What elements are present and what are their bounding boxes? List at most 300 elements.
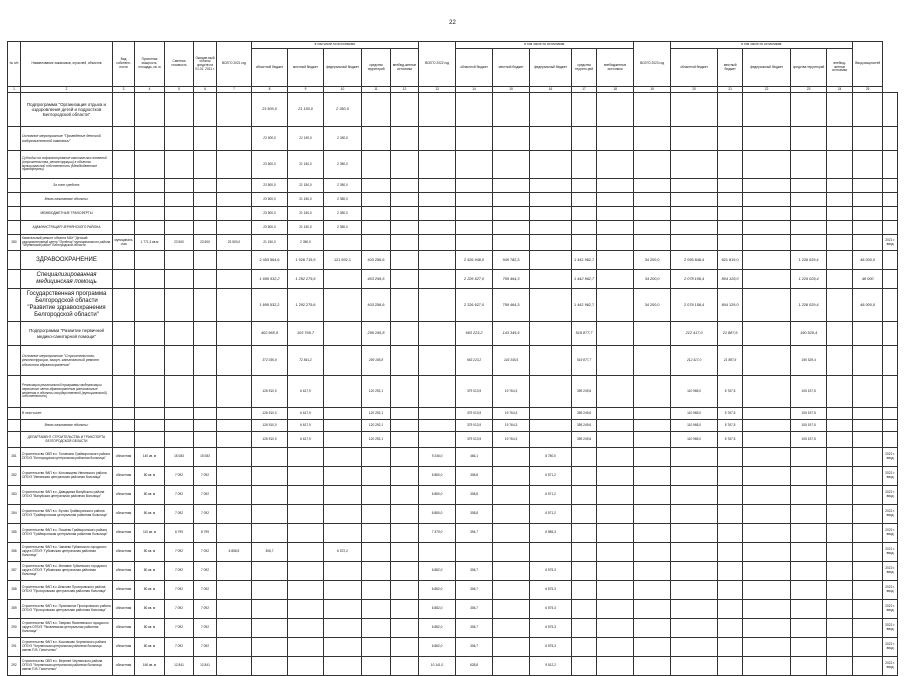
column-number: 4 — [135, 87, 165, 93]
row-cell: 7 092 — [165, 505, 194, 524]
header-source: областной бюджет — [252, 49, 288, 87]
row-cell: 48 000,0 — [853, 289, 883, 322]
table-row — [8, 486, 898, 505]
row-cell: 306,7 — [252, 543, 288, 562]
column-number: 9 — [288, 87, 324, 93]
row-cell: 6 880,0 — [419, 486, 456, 505]
row-cell: 7 092 — [165, 581, 194, 600]
row-cell: 379 013,9 — [456, 376, 493, 408]
row-cell — [324, 581, 362, 600]
row-cell — [194, 346, 217, 376]
row-cell: 663 223,2 — [456, 346, 493, 376]
row-number — [8, 221, 21, 235]
row-cell: 2 350,0 — [324, 221, 362, 235]
row-cell: 21 150,0 — [288, 151, 324, 179]
row-cell — [597, 638, 634, 657]
row-cell — [827, 270, 853, 289]
row-cell — [791, 619, 827, 638]
row-cell — [288, 486, 324, 505]
row-cell — [597, 448, 634, 467]
row-cell — [530, 221, 572, 235]
row-cell: 379 013,9 — [456, 420, 493, 432]
row-cell — [827, 221, 853, 235]
row-cell — [634, 486, 671, 505]
row-cell — [419, 322, 456, 346]
row-cell — [572, 448, 597, 467]
row-cell — [597, 524, 634, 543]
row-cell — [530, 193, 572, 207]
row-cell: 19 764,3 — [493, 408, 530, 420]
row-cell: 19 764,3 — [493, 376, 530, 408]
row-number — [8, 151, 21, 179]
row-cell — [671, 193, 718, 207]
row-cell — [883, 346, 898, 376]
row-cell — [324, 432, 362, 448]
row-cell: 2022 г. ввод — [883, 524, 898, 543]
row-cell — [853, 524, 883, 543]
row-cell: 6 617,9 — [288, 376, 324, 408]
row-cell: 23 500,0 — [252, 193, 288, 207]
row-cell: 23 500,0 — [252, 221, 288, 235]
row-cell: 306,7 — [456, 619, 493, 638]
row-cell — [456, 151, 493, 179]
row-cell — [718, 486, 743, 505]
row-cell — [217, 505, 252, 524]
row-cell: 80 кв. м — [135, 619, 165, 638]
row-cell — [718, 448, 743, 467]
row-number: 283 — [8, 486, 21, 505]
row-cell — [135, 376, 165, 408]
row-cell — [217, 581, 252, 600]
column-number: 24 — [827, 87, 853, 93]
row-cell — [113, 376, 135, 408]
row-cell — [391, 505, 419, 524]
table-row — [8, 505, 898, 524]
row-cell — [194, 127, 217, 151]
row-cell — [743, 235, 791, 251]
header-source: областной бюджет — [671, 49, 718, 87]
row-name: Строительство ФАП в с. Мелавое Губкинского городского округа ОГБУЗ "Губкинская центральная районная больница" — [21, 562, 113, 581]
row-cell: 23 500 — [194, 235, 217, 251]
table-row — [8, 581, 898, 600]
row-name: ДЕПАРТАМЕНТ СТРОИТЕЛЬСТВА И ТРАНСПОРТА БЕЛГОРОДСКОЙ ОБЛАСТИ — [21, 432, 113, 448]
row-cell: 8 780,0 — [530, 448, 572, 467]
row-cell — [362, 581, 391, 600]
row-cell — [791, 235, 827, 251]
table-body — [8, 93, 898, 676]
row-cell: 160 кв. м — [135, 657, 165, 676]
header-capacity: Проектная мощность, площадь, кв. м — [135, 42, 165, 87]
column-number: 12 — [391, 87, 419, 93]
row-cell — [288, 524, 324, 543]
row-cell — [493, 467, 530, 486]
row-name: Строительство ФАП в с. Почаево Грайворонского района ОГБУЗ "Грайворонская центральная районная больница" — [21, 524, 113, 543]
row-number: 290 — [8, 619, 21, 638]
header-cost: Сметная стоимость — [165, 42, 194, 87]
column-number: 6 — [194, 87, 217, 93]
row-cell: 126 910,0 — [252, 408, 288, 420]
row-cell — [743, 151, 791, 179]
row-cell — [791, 600, 827, 619]
row-cell: 466,1 — [456, 448, 493, 467]
row-cell — [217, 322, 252, 346]
row-name: МЕЖБЮДЖЕТНЫЕ ТРАНСФЕРТЫ — [21, 207, 113, 221]
row-cell — [391, 408, 419, 420]
row-cell — [324, 638, 362, 657]
header-group-2021: в том числе по источникам: — [252, 42, 419, 49]
row-cell — [671, 127, 718, 151]
column-number: 17 — [572, 87, 597, 93]
row-number — [8, 408, 21, 420]
row-cell — [883, 151, 898, 179]
row-cell — [572, 127, 597, 151]
row-cell — [827, 346, 853, 376]
row-cell: 359 249,6 — [572, 376, 597, 408]
row-cell — [217, 524, 252, 543]
row-cell: 212 417,0 — [671, 346, 718, 376]
row-cell — [718, 638, 743, 657]
row-cell: 7 092 — [194, 619, 217, 638]
row-cell — [530, 151, 572, 179]
row-cell: 105 197,5 — [791, 376, 827, 408]
row-cell — [493, 524, 530, 543]
row-cell: 6 617,9 — [288, 408, 324, 420]
row-cell — [853, 600, 883, 619]
row-cell — [597, 543, 634, 562]
row-cell — [634, 376, 671, 408]
row-cell — [791, 562, 827, 581]
row-cell — [853, 322, 883, 346]
row-cell — [572, 467, 597, 486]
row-cell — [853, 432, 883, 448]
row-cell — [391, 235, 419, 251]
row-cell — [217, 486, 252, 505]
row-cell — [113, 408, 135, 420]
row-cell — [324, 486, 362, 505]
row-cell — [883, 93, 898, 127]
row-cell — [671, 448, 718, 467]
row-cell — [597, 432, 634, 448]
row-cell — [572, 151, 597, 179]
row-cell — [419, 543, 456, 562]
row-cell: 2022 г. ввод — [883, 638, 898, 657]
row-cell — [791, 505, 827, 524]
row-cell — [135, 93, 165, 127]
row-cell: 2 426 948,0 — [456, 251, 493, 270]
row-cell — [791, 543, 827, 562]
row-cell — [391, 251, 419, 270]
page-number: 22 — [449, 20, 456, 26]
row-cell: 1 442 962,7 — [572, 270, 597, 289]
row-cell — [135, 221, 165, 235]
row-cell — [165, 289, 194, 322]
row-cell — [572, 524, 597, 543]
row-cell — [391, 448, 419, 467]
row-name: Основное мероприятие "Строительство, реконструкция, выкуп, капитальный ремонт объектов здравоохранения" — [21, 346, 113, 376]
row-cell — [252, 600, 288, 619]
row-cell — [853, 127, 883, 151]
row-cell — [135, 432, 165, 448]
row-cell — [827, 289, 853, 322]
row-cell — [743, 289, 791, 322]
row-number: 291 — [8, 638, 21, 657]
row-cell — [791, 221, 827, 235]
row-cell — [634, 221, 671, 235]
row-number: 284 — [8, 505, 21, 524]
row-cell: 120 292,1 — [362, 408, 391, 420]
column-number: 22 — [743, 87, 791, 93]
row-cell — [743, 543, 791, 562]
row-cell: 949 782,3 — [493, 251, 530, 270]
row-cell — [572, 600, 597, 619]
row-cell — [324, 657, 362, 676]
row-number — [8, 420, 21, 432]
row-number: 280 — [8, 235, 21, 251]
row-cell — [362, 235, 391, 251]
row-cell — [671, 151, 718, 179]
row-cell: 110 965,0 — [671, 420, 718, 432]
row-cell — [165, 251, 194, 270]
row-cell — [718, 657, 743, 676]
row-cell — [493, 151, 530, 179]
row-cell — [165, 420, 194, 432]
row-cell — [252, 467, 288, 486]
row-cell: 80 кв. м — [135, 505, 165, 524]
row-cell — [252, 505, 288, 524]
row-cell — [194, 221, 217, 235]
row-cell — [391, 289, 419, 322]
row-cell — [853, 581, 883, 600]
row-cell — [288, 543, 324, 562]
row-cell — [324, 619, 362, 638]
row-cell — [718, 179, 743, 193]
row-cell — [252, 486, 288, 505]
row-cell — [597, 619, 634, 638]
row-cell — [217, 289, 252, 322]
header-group-2022: в том числе по источникам: — [456, 42, 634, 49]
row-cell: 2022 г. ввод — [883, 486, 898, 505]
row-cell — [362, 151, 391, 179]
row-number: 286 — [8, 543, 21, 562]
column-number: 21 — [718, 87, 743, 93]
row-cell: 2 350,0 — [324, 193, 362, 207]
column-number: 16 — [530, 87, 572, 93]
table-row — [8, 127, 898, 151]
row-cell — [853, 486, 883, 505]
row-cell — [362, 638, 391, 657]
row-cell: 2 095 848,4 — [671, 251, 718, 270]
table-row — [8, 235, 898, 251]
row-cell — [217, 193, 252, 207]
row-cell — [362, 657, 391, 676]
row-cell: 1 226 029,4 — [791, 251, 827, 270]
row-cell — [827, 207, 853, 221]
row-cell — [827, 524, 853, 543]
row-cell — [165, 127, 194, 151]
row-cell — [743, 467, 791, 486]
row-cell: 72 841,2 — [288, 346, 324, 376]
row-cell — [671, 221, 718, 235]
row-cell — [217, 127, 252, 151]
row-cell: 21 150,0 — [288, 207, 324, 221]
row-cell — [743, 221, 791, 235]
table-row — [8, 251, 898, 270]
row-cell — [362, 600, 391, 619]
row-cell: 403 256,6 — [362, 251, 391, 270]
row-cell — [853, 151, 883, 179]
column-number: 3 — [113, 87, 135, 93]
row-cell — [791, 179, 827, 193]
row-cell — [135, 151, 165, 179]
row-cell — [288, 581, 324, 600]
row-cell: 2 453 564,6 — [252, 251, 288, 270]
column-number: 14 — [456, 87, 493, 93]
row-cell — [827, 179, 853, 193]
row-cell — [194, 289, 217, 322]
row-cell — [419, 93, 456, 127]
row-cell — [217, 207, 252, 221]
row-cell — [853, 638, 883, 657]
row-cell — [135, 322, 165, 346]
column-number: 13 — [419, 87, 456, 93]
row-cell: 402 965,5 — [252, 322, 288, 346]
row-cell — [217, 93, 252, 127]
row-cell — [135, 193, 165, 207]
row-cell — [362, 448, 391, 467]
column-number: 25 — [853, 87, 883, 93]
row-cell: 1 771,3 кв.м — [135, 235, 165, 251]
row-cell — [493, 657, 530, 676]
row-cell — [597, 127, 634, 151]
row-cell: 379 013,9 — [456, 432, 493, 448]
row-cell — [827, 543, 853, 562]
row-cell: 2 226 627,0 — [456, 270, 493, 289]
row-cell — [530, 346, 572, 376]
row-number — [8, 322, 21, 346]
row-cell — [135, 127, 165, 151]
row-cell — [217, 619, 252, 638]
row-cell — [634, 657, 671, 676]
row-cell — [194, 93, 217, 127]
header-total-2022: ВСЕГО 2022 год — [419, 42, 456, 87]
row-cell: 306,7 — [456, 581, 493, 600]
row-cell: 308,8 — [456, 467, 493, 486]
row-cell — [883, 193, 898, 207]
row-cell: 2 350,0 — [324, 207, 362, 221]
row-cell — [113, 127, 135, 151]
row-cell: 7 092 — [194, 467, 217, 486]
table-row — [8, 289, 898, 322]
row-cell — [671, 93, 718, 127]
row-cell — [572, 657, 597, 676]
row-cell — [391, 221, 419, 235]
row-cell: 7 092 — [165, 619, 194, 638]
row-cell — [493, 486, 530, 505]
row-cell: 80 кв. м — [135, 581, 165, 600]
row-cell: 6 880,0 — [419, 505, 456, 524]
row-cell — [419, 420, 456, 432]
row-cell — [419, 151, 456, 179]
row-cell — [634, 193, 671, 207]
row-cell — [634, 505, 671, 524]
row-cell — [217, 420, 252, 432]
row-cell: 126 910,0 — [252, 376, 288, 408]
row-cell — [883, 221, 898, 235]
row-cell — [419, 207, 456, 221]
row-cell: 2 350,0 — [324, 93, 362, 127]
row-cell: 110 кв. м — [135, 524, 165, 543]
row-cell: 21 887,6 — [718, 346, 743, 376]
row-cell: 394,7 — [456, 524, 493, 543]
row-cell — [634, 638, 671, 657]
row-cell — [165, 221, 194, 235]
row-number — [8, 432, 21, 448]
row-cell: 23 500,0 — [252, 151, 288, 179]
row-cell — [493, 505, 530, 524]
row-cell — [827, 193, 853, 207]
row-cell — [743, 322, 791, 346]
row-cell — [791, 151, 827, 179]
row-cell — [827, 600, 853, 619]
row-cell — [827, 251, 853, 270]
row-cell: 10 141,0 — [419, 657, 456, 676]
row-cell — [743, 93, 791, 127]
row-cell — [791, 486, 827, 505]
header-ownership: Вид собствен-ности — [113, 42, 135, 87]
table-row — [8, 408, 898, 420]
row-cell: 9 512,2 — [530, 657, 572, 676]
row-cell — [853, 420, 883, 432]
row-cell: 1 442 962,7 — [572, 251, 597, 270]
row-cell: 5 767,5 — [718, 420, 743, 432]
table-row — [8, 346, 898, 376]
row-cell: 23 500,0 — [217, 235, 252, 251]
row-cell — [634, 600, 671, 619]
row-cell: 21 150,0 — [288, 221, 324, 235]
row-cell: 7 092 — [165, 543, 194, 562]
row-cell — [391, 193, 419, 207]
header-source: внебюд-жетные источники — [827, 49, 853, 87]
row-cell — [113, 179, 135, 193]
row-cell: 2021 г. ввод — [883, 235, 898, 251]
row-cell — [718, 467, 743, 486]
row-cell — [634, 235, 671, 251]
row-cell: 143 345,5 — [493, 346, 530, 376]
row-name: За счет средств: — [21, 179, 113, 193]
row-cell — [597, 322, 634, 346]
row-cell — [597, 505, 634, 524]
row-cell: 663 223,2 — [456, 322, 493, 346]
row-cell: 403 256,6 — [362, 289, 391, 322]
table-row — [8, 179, 898, 193]
row-cell: 105 197,5 — [791, 432, 827, 448]
row-name: Строительство ФАП в с. Давыдовка Валуйского района ОГБУЗ "Валуйская центральная районная больница" — [21, 486, 113, 505]
row-cell — [362, 207, 391, 221]
row-cell: 1 695 532,2 — [252, 270, 288, 289]
row-cell — [217, 376, 252, 408]
row-cell — [252, 657, 288, 676]
row-cell — [597, 289, 634, 322]
row-cell — [827, 619, 853, 638]
row-cell — [456, 193, 493, 207]
row-cell — [419, 270, 456, 289]
row-cell — [634, 93, 671, 127]
row-cell: 80 кв. м — [135, 543, 165, 562]
table-row — [8, 376, 898, 408]
row-cell — [324, 420, 362, 432]
row-cell — [362, 486, 391, 505]
row-cell: 6 882,0 — [419, 562, 456, 581]
